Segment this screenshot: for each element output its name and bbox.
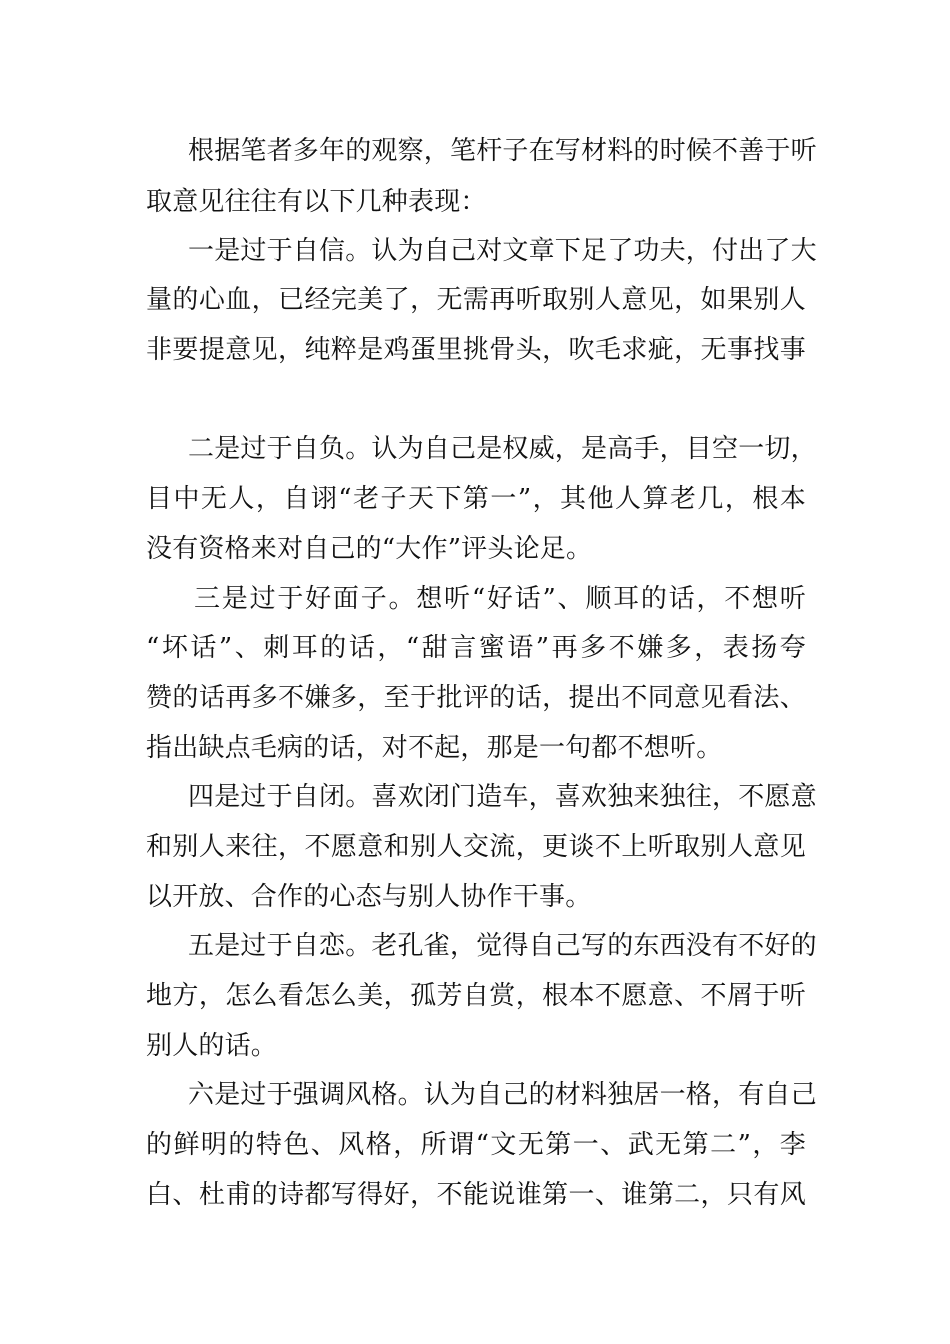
paragraph-point-6-line-3: 白、杜甫的诗都写得好，不能说谁第一、谁第二，只有风 xyxy=(146,1180,806,1210)
paragraph-point-4-line-3: 以开放、合作的心态与别人协作干事。 xyxy=(146,882,592,912)
paragraph-intro-line-2: 取意见往往有以下几种表现： xyxy=(146,187,487,217)
paragraph-intro-line-1: 根据笔者多年的观察，笔杆子在写材料的时候不善于听 xyxy=(188,136,817,166)
paragraph-point-4-line-2: 和别人来往，不愿意和别人交流，更谈不上听取别人意见 xyxy=(146,832,806,862)
paragraph-point-6-line-1: 六是过于强调风格。认为自己的材料独居一格，有自己 xyxy=(188,1080,817,1110)
paragraph-point-1-line-3: 非要提意见，纯粹是鸡蛋里挑骨头，吹毛求疵，无事找事 xyxy=(146,335,806,365)
paragraph-point-3-line-2: “坏话”、刺耳的话，“甜言蜜语”再多不嫌多，表扬夸 xyxy=(146,633,806,663)
paragraph-point-6-line-2: 的鲜明的特色、风格，所谓“文无第一、武无第二”，李 xyxy=(146,1130,806,1160)
paragraph-point-1-line-1: 一是过于自信。认为自己对文章下足了功夫，付出了大 xyxy=(188,236,817,266)
paragraph-point-2-line-1: 二是过于自负。认为自己是权威，是高手，目空一切， xyxy=(188,434,817,464)
paragraph-point-3-line-1: 三是过于好面子。想听“好话”、顺耳的话，不想听 xyxy=(194,584,806,614)
paragraph-point-5-line-3: 别人的话。 xyxy=(146,1031,278,1061)
paragraph-point-1-line-2: 量的心血，已经完美了，无需再听取别人意见，如果别人 xyxy=(146,285,806,315)
paragraph-point-2-line-2: 目中无人，自诩“老子天下第一”，其他人算老几，根本 xyxy=(146,484,806,514)
paragraph-point-5-line-2: 地方，怎么看怎么美，孤芳自赏，根本不愿意、不屑于听 xyxy=(146,981,806,1011)
paragraph-point-2-line-3: 没有资格来对自己的“大作”评头论足。 xyxy=(146,534,593,564)
paragraph-point-3-line-3: 赞的话再多不嫌多，至于批评的话，提出不同意见看法、 xyxy=(146,683,806,713)
paragraph-point-5-line-1: 五是过于自恋。老孔雀，觉得自己写的东西没有不好的 xyxy=(188,931,817,961)
paragraph-point-3-line-4: 指出缺点毛病的话，对不起，那是一句都不想听。 xyxy=(146,733,723,763)
paragraph-point-4-line-1: 四是过于自闭。喜欢闭门造车，喜欢独来独往，不愿意 xyxy=(188,782,817,812)
